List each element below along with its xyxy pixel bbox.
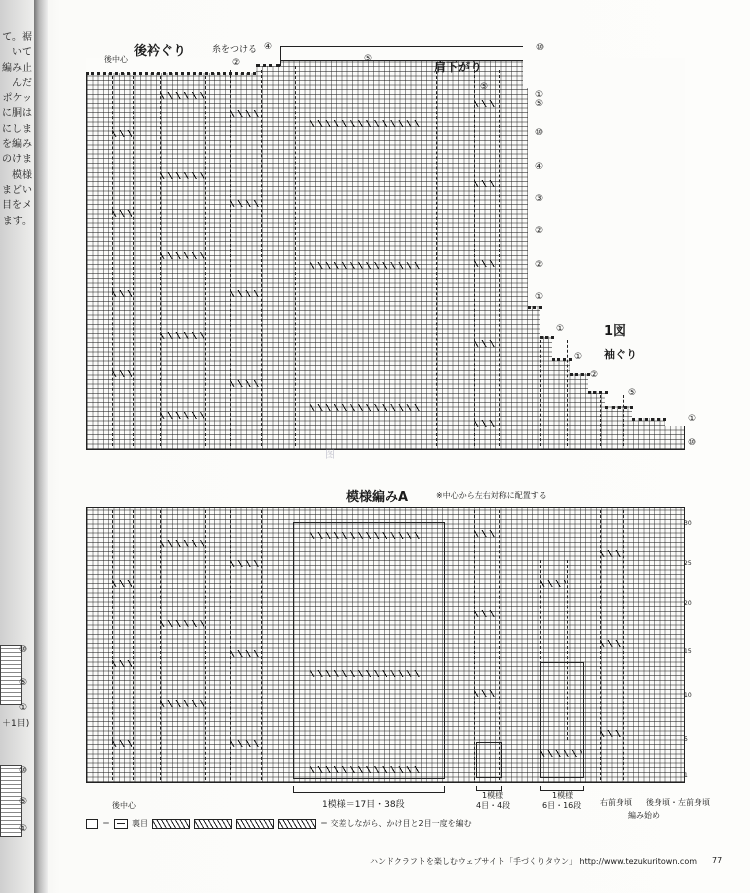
left-mark: ① (19, 824, 28, 834)
cable-cross-row (160, 92, 204, 99)
cable-cross-row (474, 420, 498, 427)
legend-description: ＝ 交差しながら、かけ目と2目一度を編む (320, 819, 472, 828)
pattern-a-note: ※中心から左右対称に配置する (436, 491, 547, 500)
left-page-text (0, 30, 34, 229)
cable-cross-row (230, 290, 260, 297)
cable-cross-row (474, 610, 498, 617)
cable-cross-row (160, 700, 204, 707)
main-pattern-repeat (293, 522, 445, 779)
cable-cross-row (310, 670, 420, 677)
armhole-cutout (528, 88, 685, 306)
knit-square-icon (86, 819, 98, 829)
cable-cross-row (160, 620, 204, 627)
cable-column (540, 340, 568, 446)
armhole-outline (588, 391, 608, 394)
cast-on-label: 編み始め (628, 811, 660, 820)
left-page-line: 編み止 (2, 62, 32, 74)
cable-cross-row (230, 110, 260, 117)
cable-cross-row (540, 580, 566, 587)
pattern-a-title: 模様編みA (346, 490, 409, 505)
left-mark: ⑤ (19, 797, 28, 807)
armhole-cutout (632, 406, 685, 418)
left-page-line: 目をメ (2, 200, 32, 212)
cable-column (600, 395, 624, 446)
pattern-repeat-2: 4目・4段 (476, 801, 511, 810)
right-front-label: 右前身頃 (600, 798, 632, 807)
cable-cross-row (310, 532, 420, 539)
repeat-bracket (293, 786, 445, 793)
pattern-repeat-3-title: 1模様 (552, 791, 574, 800)
cable-cross-row (474, 340, 498, 347)
book-spine (34, 0, 48, 893)
pattern-repeat-1: 1模様＝17目・38段 (322, 800, 405, 810)
medium-pattern-repeat (540, 662, 584, 778)
cable-cross-row (310, 766, 420, 773)
cable-cross-row (600, 550, 622, 557)
inner-mark: ⑤ (364, 54, 373, 64)
cable-column (160, 76, 206, 446)
purl-square-icon (114, 819, 128, 829)
row-mark: ① (535, 292, 544, 302)
left-mark: ⑩ (19, 766, 28, 776)
cable-column (230, 70, 262, 446)
back-left-front-label: 後身頃・左前身頃 (646, 798, 710, 807)
armhole-cutout (523, 58, 685, 88)
cable-cross-row (230, 650, 260, 657)
neck-mark: ② (232, 58, 241, 68)
step-mark: ⑤ (628, 388, 637, 398)
row-number: 25 (684, 560, 692, 567)
shoulder-slope-title: 肩下がり (434, 60, 483, 74)
row-mark: ④ (535, 162, 544, 172)
cable-symbol-icon (236, 819, 274, 829)
page-number: 77 (712, 856, 723, 865)
left-mark: ① (19, 703, 28, 713)
cable-cross-row (474, 100, 498, 107)
row-mark: ① (535, 90, 544, 100)
cable-cross-row (160, 172, 204, 179)
cable-cross-row (112, 370, 132, 377)
left-page-line: んだ (12, 77, 32, 89)
top-row-mark: ⑩ (536, 43, 545, 53)
cable-cross-row (112, 290, 132, 297)
armhole-outline (570, 373, 590, 376)
cable-cross-row (112, 210, 132, 217)
center-back-label: 後中心 (112, 801, 136, 810)
left-page-line: にしま (2, 123, 32, 135)
left-page-line: のけま (2, 154, 32, 166)
cable-symbol-icon (278, 819, 316, 829)
left-page-line: ポケッ (2, 93, 32, 105)
cable-cross-row (310, 404, 420, 411)
cable-cross-row (474, 180, 498, 187)
armhole-outline (528, 306, 542, 309)
step-mark: ① (574, 352, 583, 362)
neck-outline (256, 64, 280, 67)
left-mark: ＋1目) (2, 719, 30, 729)
cable-column (160, 510, 206, 780)
cable-cross-row (230, 380, 260, 387)
attach-yarn-mark: ④ (264, 42, 273, 52)
left-mark: ⑩ (19, 645, 28, 655)
step-mark: ② (590, 370, 599, 380)
row-mark: ⑩ (535, 128, 544, 138)
left-page-line: ます。 (2, 215, 32, 227)
cable-cross-row (230, 200, 260, 207)
pattern-repeat-2-title: 1模様 (482, 791, 504, 800)
cable-cross-row (540, 750, 582, 757)
cable-cross-row (310, 262, 420, 269)
cable-cross-row (160, 252, 204, 259)
cable-cross-row (600, 730, 622, 737)
cable-cross-row (112, 130, 132, 137)
row-number: 5 (684, 736, 688, 743)
shoulder-outline (280, 46, 523, 47)
footer-website: ハンドクラフトを楽しむウェブサイト「手づくりタウン」 http://www.tezukuritown.com (370, 857, 698, 866)
left-page-line: て。裾 (2, 32, 32, 43)
bottom-row-mark: ⑩ (688, 438, 697, 448)
watermark: 图 (325, 450, 335, 461)
cable-cross-row (310, 120, 420, 127)
cable-cross-row (160, 412, 204, 419)
attach-yarn-label: 糸をつける (212, 45, 258, 55)
cable-cross-row (474, 530, 498, 537)
cable-column (474, 510, 500, 780)
row-number: 15 (684, 648, 692, 655)
armhole-outline (632, 418, 666, 421)
left-page-line: を編み (2, 139, 32, 151)
step-mark: ① (556, 324, 565, 334)
center-back-label: 後中心 (104, 55, 128, 64)
cable-cross-row (230, 560, 260, 567)
cable-cross-row (474, 690, 498, 697)
row-mark: ③ (535, 194, 544, 204)
back-neck-title: 後衿ぐり (134, 44, 187, 59)
row-mark: ② (535, 226, 544, 236)
left-page-line: いて (12, 47, 32, 59)
pattern-repeat-3: 6目・16段 (542, 801, 582, 810)
legend-purl-label: 裏目 (132, 819, 148, 828)
cable-symbol-icon (194, 819, 232, 829)
cable-cross-row (160, 332, 204, 339)
cable-symbol-icon (152, 819, 190, 829)
cable-cross-row (112, 580, 132, 587)
cable-cross-row (112, 740, 132, 747)
cable-cross-row (160, 540, 204, 547)
row-number: 20 (684, 600, 692, 607)
shoulder-outline (280, 46, 281, 66)
armhole-outline (540, 336, 554, 339)
row-number: 10 (684, 692, 692, 699)
cable-column (474, 70, 500, 446)
left-page-line: まどい (2, 184, 32, 196)
left-mark: ⑤ (19, 678, 28, 688)
legend-equals: ＝ (102, 819, 110, 828)
figure-label: 1図 (604, 324, 627, 339)
cable-cross-row (112, 660, 132, 667)
row-number: 30 (684, 520, 692, 527)
row-mark: ⑤ (535, 99, 544, 109)
cable-cross-row (474, 260, 498, 267)
armhole-cutout (588, 373, 685, 391)
row-mark: ② (535, 260, 544, 270)
armhole-label: 袖ぐり (604, 348, 637, 361)
row-number: 1 (684, 772, 688, 779)
inner-mark: ⑤ (480, 82, 489, 92)
symbol-legend (86, 818, 472, 829)
cable-cross-row (230, 740, 260, 747)
small-pattern-repeat (476, 742, 502, 778)
armhole-cutout (665, 418, 685, 426)
left-page-line: 模様 (12, 169, 32, 181)
left-page-line: に胴は (2, 108, 32, 120)
bottom-row-mark: ① (688, 414, 697, 424)
cable-cross-row (600, 640, 622, 647)
